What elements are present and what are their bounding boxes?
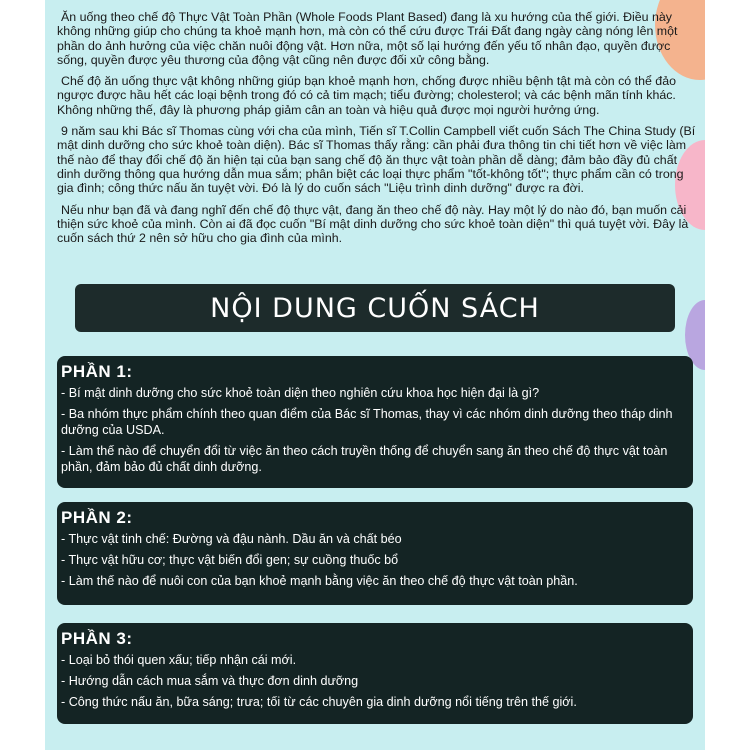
part-item: - Thực vật hữu cơ; thực vật biến đổi gen; sự cuồng thuốc bổ bbox=[61, 553, 399, 567]
part-item: - Làm thế nào để nuôi con của bạn khoẻ mạnh bằng việc ăn theo chế độ thực vật toàn phần. bbox=[61, 574, 578, 588]
intro-text bbox=[57, 10, 697, 252]
part-item: - Thực vật tinh chế: Đường và đậu nành. Dầu ăn và chất béo bbox=[61, 532, 402, 546]
part-3-box bbox=[57, 623, 693, 724]
section-title-banner bbox=[75, 284, 675, 332]
part-heading: PHẦN 1: bbox=[61, 362, 133, 381]
part-heading: PHẦN 2: bbox=[61, 508, 133, 527]
part-1-box bbox=[57, 356, 693, 488]
part-item: - Hướng dẫn cách mua sắm và thực đơn dinh dưỡng bbox=[61, 674, 359, 688]
intro-paragraph: 9 năm sau khi Bác sĩ Thomas cùng với cha của mình, Tiến sĩ T.Collin Campbell viết cuốn Sách The China Study (Bí mật dinh dưỡng cho sức khoẻ toàn diện). Bác sĩ Thomas thấy rằng: cần phải đưa thông tin chi tiết hơn về việc làm thế nào để thay đổi chế độ ăn hiện tại của bạn sang chế độ ăn thực vật toàn phần dễ dàng; đảm bảo đầy đủ chất dinh dưỡng thông qua hướng dẫn mua sắm; phân biệt các loại thực phẩm "tốt-không tốt"; thực phẩm cần có trong gia đình; công thức nấu ăn tuyệt vời. Đó là lý do cuốn sách "Liệu trình dinh dưỡng" được ra đời. bbox=[57, 124, 696, 196]
part-item: - Bí mật dinh dưỡng cho sức khoẻ toàn diện theo nghiên cứu khoa học hiện đại là gì? bbox=[61, 386, 540, 400]
intro-paragraph: Nếu như bạn đã và đang nghĩ đến chế độ thực vật, đang ăn theo chế độ này. Hay một lý do nào đó, bạn muốn cải thiện sức khoẻ của mình. Còn ai đã đọc cuốn "Bí mật dinh dưỡng cho sức khoẻ toàn diện" thì quá tuyệt vời. Đây là cuốn sách thứ 2 nên sở hữu cho gia đình của mình. bbox=[57, 202, 689, 246]
part-item-list bbox=[61, 652, 689, 710]
intro-paragraph: Chế độ ăn uống thực vật không những giúp bạn khoẻ mạnh hơn, chống được nhiều bệnh tật mà còn có thể đảo ngược được hầu hết các loại bệnh trong đó có cả tim mạch; tiểu đường; cholesterol; và các bệnh mãn tính khác. Không những thế, đây là phương pháp giảm cân an toàn và hiệu quả được mọi người hưởng ứng. bbox=[57, 74, 676, 117]
part-item: - Làm thế nào để chuyển đổi từ việc ăn theo cách truyền thống để chuyển sang ăn theo chế độ thực vật toàn phần, đảm bảo đủ chất dinh dưỡng. bbox=[61, 444, 668, 474]
part-heading: PHẦN 3: bbox=[61, 629, 133, 648]
part-item-list bbox=[61, 531, 689, 589]
part-2-box bbox=[57, 502, 693, 605]
part-item: - Công thức nấu ăn, bữa sáng; trưa; tối từ các chuyên gia dinh dưỡng nổi tiếng trên thế giới. bbox=[61, 695, 577, 709]
part-item: - Loại bỏ thói quen xấu; tiếp nhận cái mới. bbox=[61, 653, 297, 667]
section-title: NỘI DUNG CUỐN SÁCH bbox=[210, 292, 540, 324]
part-item-list bbox=[61, 385, 689, 475]
page bbox=[45, 0, 705, 750]
intro-paragraph: Ăn uống theo chế độ Thực Vật Toàn Phần (Whole Foods Plant Based) đang là xu hướng của thế giới. Điều này không những giúp cho chúng ta khoẻ mạnh hơn, mà còn có thể cứu được Trái Đất đang ngày càng nóng lên một phần do ảnh hưởng của việc chăn nuôi động vật. Hơn nữa, một số lại hướng đến yếu tố nhân đạo, quyền được sống, quyền được yêu thương của động vật cũng nên được đối xử công bằng. bbox=[57, 10, 678, 67]
part-item: - Ba nhóm thực phẩm chính theo quan điểm của Bác sĩ Thomas, thay vì các nhóm dinh dưỡng theo tháp dinh dưỡng của USDA. bbox=[61, 407, 673, 437]
